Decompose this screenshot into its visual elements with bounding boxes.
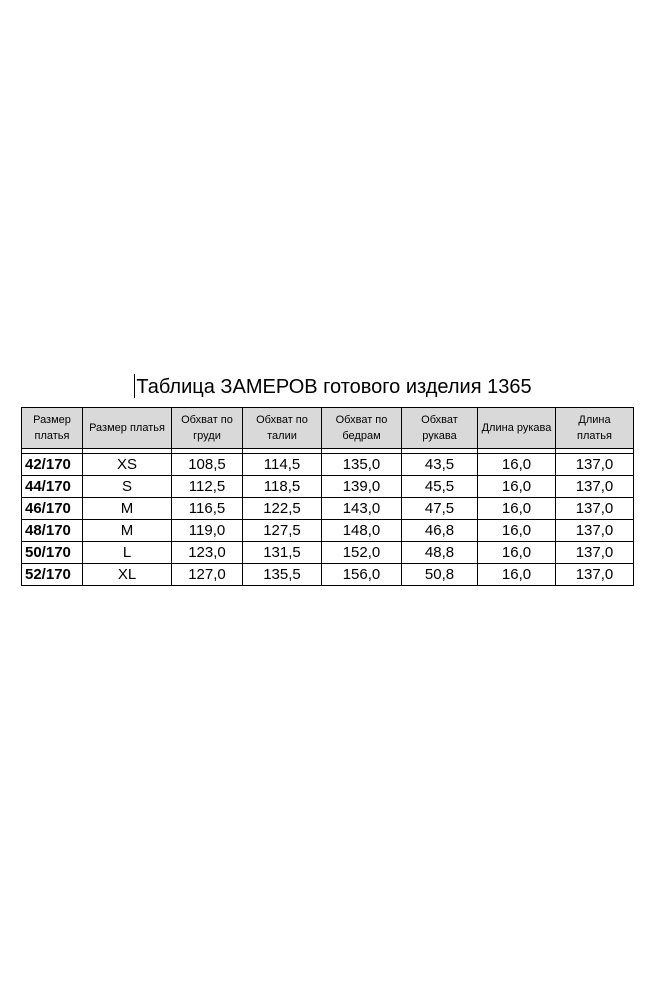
hips-cell: 156,0 <box>322 564 402 586</box>
header-label: Обхват по талии <box>256 414 308 442</box>
waist-cell: 122,5 <box>243 498 322 520</box>
size-code-cell: 44/170 <box>22 476 83 498</box>
document-title-text: Таблица ЗАМЕРОВ готового изделия 1365 <box>136 376 532 398</box>
sleeve-length-cell: 16,0 <box>478 542 556 564</box>
sleeve-girth-cell: 45,5 <box>402 476 478 498</box>
dress-length-cell: 137,0 <box>556 542 634 564</box>
size-code-cell: 52/170 <box>22 564 83 586</box>
header-label: Длина платья <box>577 414 612 442</box>
dress-size-cell: XL <box>83 564 172 586</box>
sleeve-length-cell: 16,0 <box>478 564 556 586</box>
sleeve-girth-cell: 46,8 <box>402 520 478 542</box>
table-row <box>22 454 634 476</box>
sleeve-length-cell: 16,0 <box>478 498 556 520</box>
dress-length-cell: 137,0 <box>556 454 634 476</box>
header-label: Обхват по бедрам <box>335 414 388 442</box>
waist-cell: 114,5 <box>243 454 322 476</box>
table-row <box>22 498 634 520</box>
dress-length-cell: 137,0 <box>556 476 634 498</box>
waist-cell: 131,5 <box>243 542 322 564</box>
header-label: Обхват рукава <box>421 414 458 442</box>
header-row <box>22 408 634 449</box>
sleeve-girth-cell: 50,8 <box>402 564 478 586</box>
hips-cell: 148,0 <box>322 520 402 542</box>
dress-length-cell: 137,0 <box>556 520 634 542</box>
sleeve-girth-cell: 48,8 <box>402 542 478 564</box>
chest-cell: 123,0 <box>172 542 243 564</box>
size-code-cell: 50/170 <box>22 542 83 564</box>
sleeve-girth-cell: 43,5 <box>402 454 478 476</box>
waist-cell: 135,5 <box>243 564 322 586</box>
hips-cell: 152,0 <box>322 542 402 564</box>
chest-cell: 112,5 <box>172 476 243 498</box>
header-label: Размер платья <box>89 422 165 434</box>
document-title <box>0 374 666 400</box>
dress-size-cell: L <box>83 542 172 564</box>
measurements-table <box>21 407 634 586</box>
chest-cell: 108,5 <box>172 454 243 476</box>
header-cell-waist <box>243 408 322 449</box>
chest-cell: 119,0 <box>172 520 243 542</box>
dress-length-cell: 137,0 <box>556 564 634 586</box>
sleeve-length-cell: 16,0 <box>478 520 556 542</box>
size-code-cell: 42/170 <box>22 454 83 476</box>
table-row <box>22 520 634 542</box>
header-label: Размер платья <box>33 414 71 442</box>
chest-cell: 127,0 <box>172 564 243 586</box>
table-header <box>22 408 634 454</box>
table-row <box>22 542 634 564</box>
dress-size-cell: M <box>83 498 172 520</box>
sleeve-length-cell: 16,0 <box>478 476 556 498</box>
hips-cell: 143,0 <box>322 498 402 520</box>
chest-cell: 116,5 <box>172 498 243 520</box>
dress-length-cell: 137,0 <box>556 498 634 520</box>
table-row <box>22 564 634 586</box>
table-row <box>22 476 634 498</box>
header-label: Обхват по груди <box>181 414 233 442</box>
waist-cell: 127,5 <box>243 520 322 542</box>
sleeve-girth-cell: 47,5 <box>402 498 478 520</box>
dress-size-cell: XS <box>83 454 172 476</box>
header-cell-size-code <box>22 408 83 449</box>
header-cell-dress-size <box>83 408 172 449</box>
header-label: Длина рукава <box>481 422 552 434</box>
waist-cell: 118,5 <box>243 476 322 498</box>
header-cell-hips <box>322 408 402 449</box>
size-code-cell: 48/170 <box>22 520 83 542</box>
header-cell-sleeve-length <box>478 408 556 449</box>
dress-size-cell: M <box>83 520 172 542</box>
sleeve-length-cell: 16,0 <box>478 454 556 476</box>
header-cell-dress-length <box>556 408 634 449</box>
table-body <box>22 454 634 586</box>
size-code-cell: 46/170 <box>22 498 83 520</box>
header-cell-chest <box>172 408 243 449</box>
header-cell-sleeve-girth <box>402 408 478 449</box>
dress-size-cell: S <box>83 476 172 498</box>
hips-cell: 135,0 <box>322 454 402 476</box>
hips-cell: 139,0 <box>322 476 402 498</box>
